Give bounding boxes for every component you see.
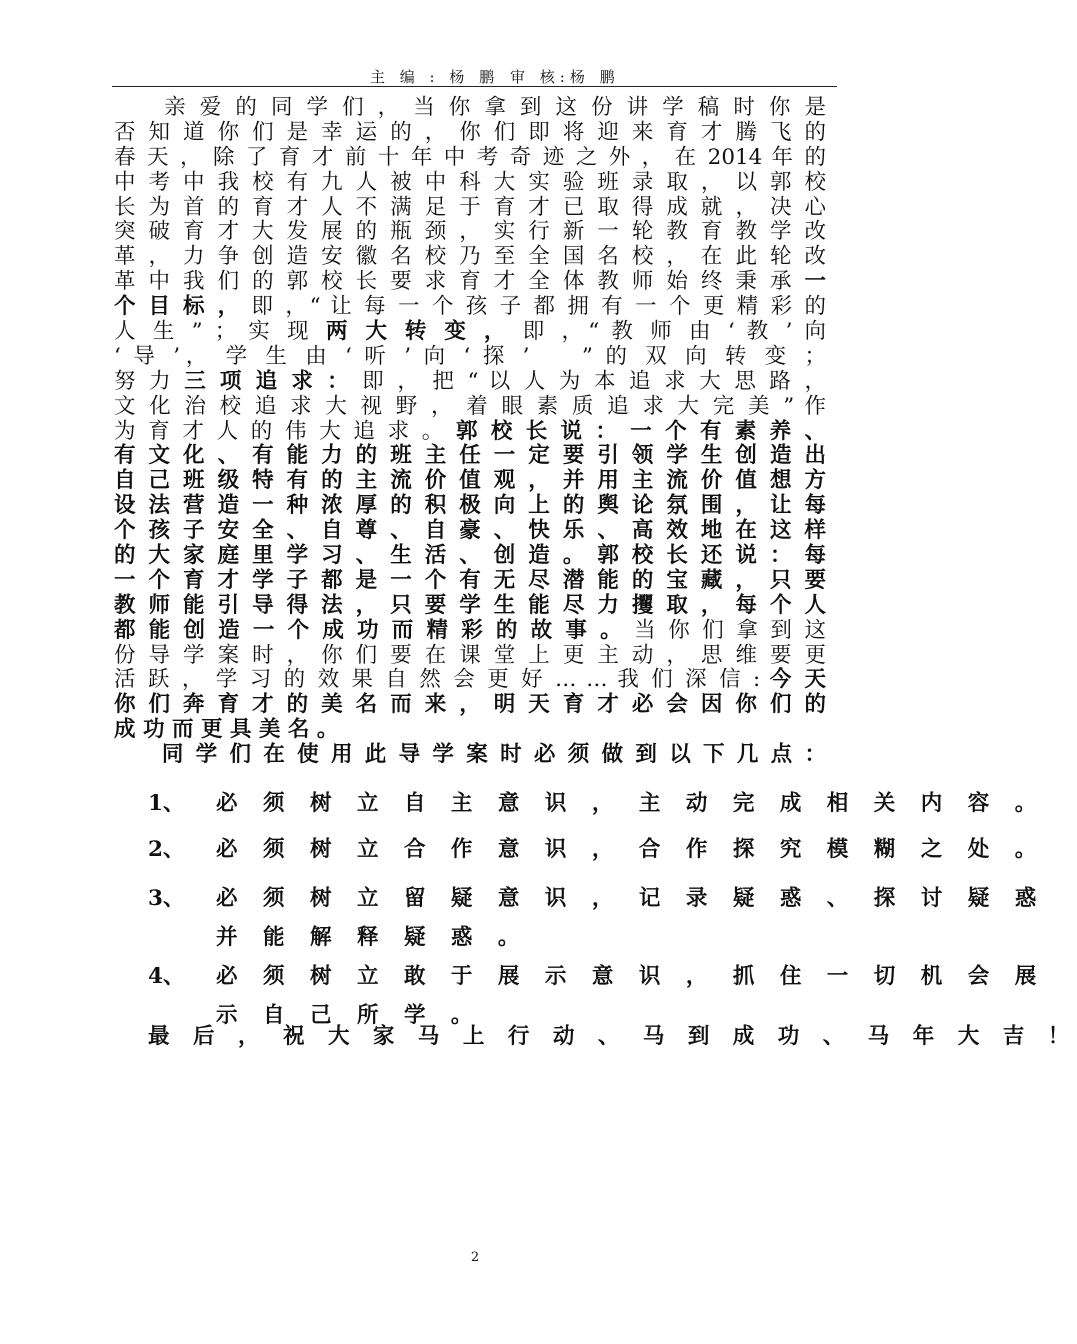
text-run: 否 知 道 你 们 是 幸 运 的 ， 你 们 即 将 迎 来 育 才 腾 飞 的 <box>114 119 826 145</box>
text-run: 即 ，“ 让 每 一 个 孩 子 都 拥 有 一 个 更 精 彩 的 <box>241 294 826 320</box>
text-run: 亲 爱 的 同 学 们 ， 当 你 拿 到 这 份 讲 学 稿 时 你 是 <box>114 95 826 120</box>
paragraph-line <box>114 196 826 221</box>
bold-text: 的 大 家 庭 里 学 习 、 生 活 、 创 造 。 郭 校 长 还 说 ： 每 <box>114 543 826 569</box>
paragraph-line <box>114 519 826 544</box>
text-run: 革 中 我 们 的 郭 校 长 要 求 育 才 全 体 教 师 始 终 秉 承 <box>114 269 805 295</box>
text-run: 人 生 ” ； 实 现 <box>114 319 326 345</box>
page-header <box>112 64 836 86</box>
text-run: 即 ，“ 教 师 由 ‘ 教 ’ 向 <box>510 319 827 345</box>
bold-text: 个 目 标 ， <box>114 294 242 320</box>
rule-text: 并 能 解 释 疑 惑 。 <box>216 925 529 950</box>
text-run: 活 跃 ， 学 习 的 效 果 自 然 会 更 好 … … 我 们 深 信 : <box>114 667 770 693</box>
page-number: 2 <box>470 1250 480 1265</box>
text-run: 中 考 中 我 校 有 九 人 被 中 科 大 实 验 班 录 取 ， 以 郭 校 <box>114 169 826 195</box>
bold-text: 设 法 营 造 一 种 浓 厚 的 积 极 向 上 的 舆 论 氛 围 ， 让 每 <box>114 493 826 519</box>
paragraph-line <box>114 619 826 644</box>
text-run: 份 导 学 案 时 ， 你 们 要 在 课 堂 上 更 主 动 ， 思 维 要 更 <box>114 642 826 668</box>
bold-text: 两 大 转 变 ， <box>325 319 511 345</box>
text-run: 即 ， 把 “ 以 人 为 本 追 求 大 思 路 ， <box>352 368 826 394</box>
bold-text: 你 们 奔 育 才 的 美 名 而 来 ， 明 天 育 才 必 会 因 你 们 的 <box>114 692 826 718</box>
paragraph-line <box>114 320 826 345</box>
paragraph-line <box>114 121 826 146</box>
rule-text: 示 自 己 所 学 。 <box>216 1003 482 1028</box>
bold-text: 一 <box>804 269 826 295</box>
text-run: 突 破 育 才 大 发 展 的 瓶 颈 ， 实 行 新 一 轮 教 育 教 学 改 <box>114 219 826 245</box>
text-run: 当 你 们 拿 到 这 <box>624 617 826 643</box>
paragraph-line <box>114 569 826 594</box>
bold-text: 都 能 创 造 一 个 成 功 而 精 彩 的 故 事 。 <box>114 617 625 643</box>
editor-credit: 主 编 : 杨 鹏 <box>370 68 500 86</box>
paragraph-line <box>114 295 826 320</box>
text-run: 春 天 ， 除 了 育 才 前 十 年 中 考 奇 迹 之 外 ， 在 2014 年 的 <box>114 144 826 170</box>
rule-text: 必 须 树 立 自 主 意 识 ， 主 动 完 成 相 关 内 容 。 <box>216 791 1046 816</box>
main-paragraph <box>114 96 826 768</box>
paragraph-line <box>114 444 826 469</box>
text-run: 革 ， 力 争 创 造 安 徽 名 校 乃 至 全 国 名 校 ， 在 此 轮 改 <box>114 244 826 270</box>
rule-number: 2、 <box>148 837 185 862</box>
paragraph-line <box>114 668 826 693</box>
rule-number: 1、 <box>148 791 185 816</box>
rule-text: 必 须 树 立 留 疑 意 识 ， 记 录 疑 惑 、 探 讨 疑 惑 <box>216 886 1046 911</box>
bold-text: 有 文 化 、 有 能 力 的 班 主 任 一 定 要 引 领 学 生 创 造 出 <box>114 443 826 469</box>
paragraph-line <box>114 370 826 395</box>
paragraph-line <box>114 420 826 445</box>
rule-text: 必 须 树 立 合 作 意 识 ， 合 作 探 究 模 糊 之 处 。 <box>216 837 1046 862</box>
bold-text: 成 功 而 更 具 美 名 。 <box>114 717 339 743</box>
paragraph-line <box>114 270 826 295</box>
bold-text: 同 学 们 在 使 用 此 导 学 案 时 必 须 做 到 以 下 几 点 ： <box>114 742 826 768</box>
paragraph-line <box>114 544 826 569</box>
bold-text: 个 孩 子 安 全 、 自 尊 、 自 豪 、 快 乐 、 高 效 地 在 这 样 <box>114 518 826 544</box>
bold-text: 郭 校 长 说 ： 一 个 有 素 养 、 <box>456 418 827 444</box>
bold-text: 今 天 <box>769 667 826 693</box>
paragraph-line <box>114 220 826 245</box>
bold-text: 一 个 育 才 学 子 都 是 一 个 有 无 尽 潜 能 的 宝 藏 ， 只 要 <box>114 567 826 593</box>
rule-number: 4、 <box>148 964 185 989</box>
text-run: ‘ 导 ’， 学 生 由 ‘ 听 ’ 向 ‘ 探 ’ ” 的 双 向 转 变 ； <box>114 343 826 369</box>
paragraph-line <box>114 693 826 718</box>
closing-line: 最 后 ， 祝 大 家 马 上 行 动 、 马 到 成 功 、 马 年 大 吉 ！ <box>148 1024 1077 1049</box>
rule-number: 3、 <box>148 886 185 911</box>
text-run: 为 育 才 人 的 伟 大 追 求 。 <box>114 418 456 444</box>
paragraph-line <box>114 718 826 743</box>
paragraph-line <box>114 743 826 768</box>
bold-text: 三 项 追 求 ： <box>184 368 353 394</box>
paragraph-line <box>114 146 826 171</box>
paragraph-line <box>114 494 826 519</box>
paragraph-line <box>114 395 826 420</box>
bold-text: 教 师 能 引 导 得 法 ， 只 要 学 生 能 尽 力 攫 取 ， 每 个 人 <box>114 592 826 618</box>
paragraph-line <box>114 469 826 494</box>
bold-text: 自 己 班 级 特 有 的 主 流 价 值 观 ， 并 用 主 流 价 值 想 方 <box>114 468 826 494</box>
rule-text: 必 须 树 立 敢 于 展 示 意 识 ， 抓 住 一 切 机 会 展 <box>216 964 1046 989</box>
paragraph-line <box>114 644 826 669</box>
paragraph-line <box>114 96 826 121</box>
paragraph-line <box>114 171 826 196</box>
header-rule <box>112 86 837 87</box>
text-run: 长 为 首 的 育 才 人 不 满 足 于 育 才 已 取 得 成 就 ， 决 心 <box>114 194 826 220</box>
text-run: 文 化 治 校 追 求 大 视 野 ， 着 眼 素 质 追 求 大 完 美 ” 作 <box>114 393 826 419</box>
paragraph-line <box>114 245 826 270</box>
paragraph-line <box>114 594 826 619</box>
paragraph-line <box>114 345 826 370</box>
text-run: 努 力 <box>114 368 185 394</box>
reviewer-credit: 审 核:杨 鹏 <box>510 68 620 86</box>
